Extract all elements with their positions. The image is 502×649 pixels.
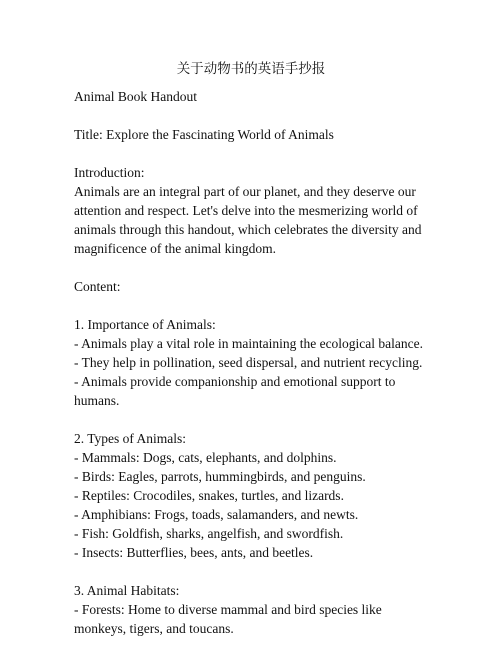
- section-heading: 2. Types of Animals:: [74, 431, 187, 446]
- list-item: - Birds: Eagles, parrots, hummingbirds, and penguins.: [74, 469, 366, 484]
- document-title: 关于动物书的英语手抄报: [176, 61, 326, 76]
- list-item: - Fish: Goldfish, sharks, angelfish, and swordfish.: [74, 526, 344, 541]
- document-body: [74, 87, 434, 638]
- list-item: - Amphibians: Frogs, toads, salamanders, and newts.: [74, 507, 359, 522]
- list-item: - Animals provide companionship and emotional support to humans.: [74, 374, 396, 408]
- handout-subtitle: Title: Explore the Fascinating World of Animals: [74, 127, 334, 142]
- list-item: - Reptiles: Crocodiles, snakes, turtles, and lizards.: [74, 488, 344, 503]
- handout-heading: Animal Book Handout: [74, 89, 197, 104]
- introduction-label: Introduction:: [74, 165, 145, 180]
- content-label: Content:: [74, 279, 121, 294]
- section-heading: 3. Animal Habitats:: [74, 583, 180, 598]
- section-heading: 1. Importance of Animals:: [74, 317, 216, 332]
- list-item: - Insects: Butterflies, bees, ants, and beetles.: [74, 545, 314, 560]
- list-item: - Animals play a vital role in maintaining the ecological balance.: [74, 336, 424, 351]
- list-item: - They help in pollination, seed dispersal, and nutrient recycling.: [74, 355, 423, 370]
- list-item: - Forests: Home to diverse mammal and bird species like monkeys, tigers, and toucans.: [74, 602, 382, 636]
- introduction-text: Animals are an integral part of our planet, and they deserve our attention and respect. Let's delve into the mesmerizing world of animals through this handout, which celebrates the diversity and magnificence of the animal kingdom.: [74, 184, 422, 256]
- list-item: - Mammals: Dogs, cats, elephants, and dolphins.: [74, 450, 337, 465]
